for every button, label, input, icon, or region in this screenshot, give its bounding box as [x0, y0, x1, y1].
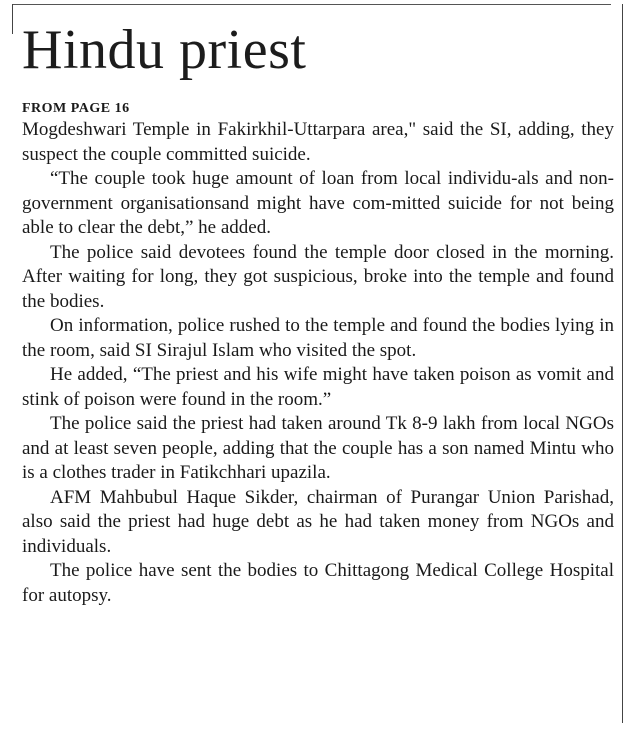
paragraph-2: “The couple took huge amount of loan from local individu-als and non-government organisationsand might have com-mitted suicide for not being able to clear the debt,” he added.	[22, 168, 614, 238]
news-article	[22, 14, 614, 608]
paragraph-3: The police said devotees found the temple door closed in the morning. After waiting for long, they got suspicious, broke into the temple and found the bodies.	[22, 241, 614, 312]
article-body	[22, 118, 614, 608]
headline: Hindu priest	[22, 19, 307, 81]
paragraph-8: The police have sent the bodies to Chittagong Medical College Hospital for autopsy.	[22, 560, 614, 606]
top-rule	[12, 4, 611, 5]
left-rule	[12, 4, 13, 34]
paragraph-7: AFM Mahbubul Haque Sikder, chairman of Purangar Union Parishad, also said the priest had huge debt as he had taken money from NGOs and individuals.	[22, 486, 614, 557]
paragraph-5: He added, “The priest and his wife might have taken poison as vomit and stink of poison were found in the room.”	[22, 364, 614, 410]
right-rule	[622, 4, 623, 723]
jump-label: FROM PAGE 16	[22, 101, 130, 116]
paragraph-6: The police said the priest had taken around Tk 8-9 lakh from local NGOs and at least seven people, adding that the couple has a son named Mintu who is a clothes trader in Fatikchhari upazila.	[22, 413, 614, 483]
paragraph-4: On information, police rushed to the temple and found the bodies lying in the room, said SI Sirajul Islam who visited the spot.	[22, 315, 614, 361]
paragraph-1: Mogdeshwari Temple in Fakirkhil-Uttarpara area," said the SI, adding, they suspect the couple committed suicide.	[22, 119, 614, 165]
